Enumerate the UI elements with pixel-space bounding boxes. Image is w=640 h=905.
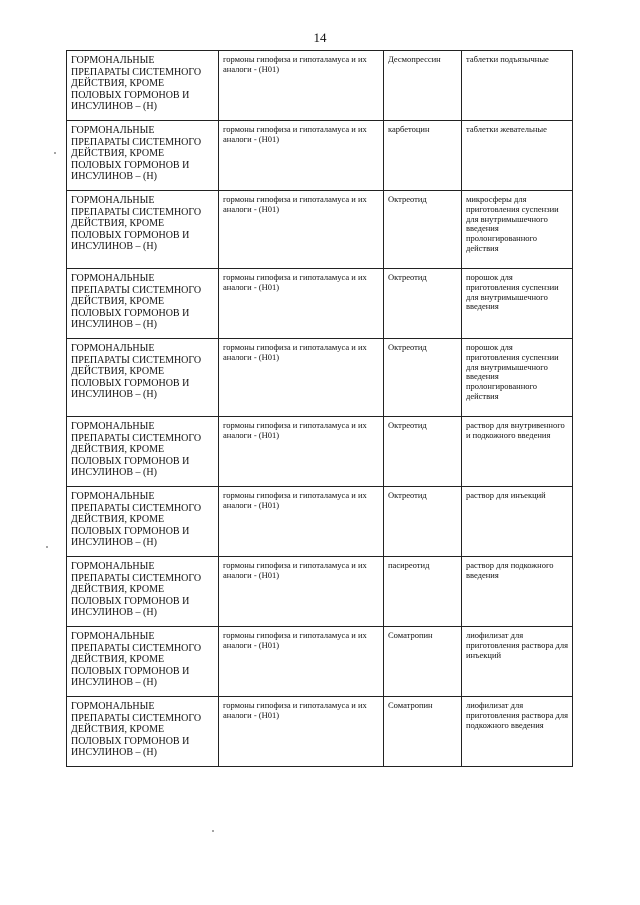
dosage-form-cell: порошок для приготовления суспензии для внутримышечного введения пролонгированного действия <box>462 339 573 417</box>
subgroup-cell: гормоны гипофиза и гипоталамуса и их аналоги - (H01) <box>219 417 384 487</box>
drug-table <box>66 50 573 767</box>
inn-cell: пасиреотид <box>384 557 462 627</box>
dosage-form-cell: лиофилизат для приготовления раствора для инъекций <box>462 627 573 697</box>
dosage-form-cell: таблетки жевательные <box>462 121 573 191</box>
dosage-form-cell: порошок для приготовления суспензии для внутримышечного введения <box>462 269 573 339</box>
inn-cell: Октреотид <box>384 487 462 557</box>
table-row <box>67 487 573 557</box>
subgroup-cell: гормоны гипофиза и гипоталамуса и их аналоги - (H01) <box>219 557 384 627</box>
table-row <box>67 121 573 191</box>
dosage-form-cell: микросферы для приготовления суспензии для внутримышечного введения пролонгированного действия <box>462 191 573 269</box>
dosage-form-cell: лиофилизат для приготовления раствора для подкожного введения <box>462 697 573 767</box>
table-row <box>67 417 573 487</box>
inn-cell: Октреотид <box>384 191 462 269</box>
scan-speck <box>46 546 48 548</box>
group-cell: ГОРМОНАЛЬНЫЕ ПРЕПАРАТЫ СИСТЕМНОГО ДЕЙСТВИЯ, КРОМЕ ПОЛОВЫХ ГОРМОНОВ И ИНСУЛИНОВ – (H) <box>67 697 219 767</box>
subgroup-cell: гормоны гипофиза и гипоталамуса и их аналоги - (H01) <box>219 487 384 557</box>
group-cell: ГОРМОНАЛЬНЫЕ ПРЕПАРАТЫ СИСТЕМНОГО ДЕЙСТВИЯ, КРОМЕ ПОЛОВЫХ ГОРМОНОВ И ИНСУЛИНОВ – (H) <box>67 627 219 697</box>
table-row <box>67 557 573 627</box>
group-cell: ГОРМОНАЛЬНЫЕ ПРЕПАРАТЫ СИСТЕМНОГО ДЕЙСТВИЯ, КРОМЕ ПОЛОВЫХ ГОРМОНОВ И ИНСУЛИНОВ – (H) <box>67 557 219 627</box>
subgroup-cell: гормоны гипофиза и гипоталамуса и их аналоги - (H01) <box>219 697 384 767</box>
subgroup-cell: гормоны гипофиза и гипоталамуса и их аналоги - (H01) <box>219 339 384 417</box>
inn-cell: Октреотид <box>384 269 462 339</box>
table-row <box>67 697 573 767</box>
inn-cell: карбетоцин <box>384 121 462 191</box>
dosage-form-cell: раствор для подкожного введения <box>462 557 573 627</box>
inn-cell: Октреотид <box>384 339 462 417</box>
group-cell: ГОРМОНАЛЬНЫЕ ПРЕПАРАТЫ СИСТЕМНОГО ДЕЙСТВИЯ, КРОМЕ ПОЛОВЫХ ГОРМОНОВ И ИНСУЛИНОВ – (H) <box>67 51 219 121</box>
table-row <box>67 191 573 269</box>
dosage-form-cell: раствор для внутривенного и подкожного введения <box>462 417 573 487</box>
group-cell: ГОРМОНАЛЬНЫЕ ПРЕПАРАТЫ СИСТЕМНОГО ДЕЙСТВИЯ, КРОМЕ ПОЛОВЫХ ГОРМОНОВ И ИНСУЛИНОВ – (H) <box>67 191 219 269</box>
dosage-form-cell: раствор для инъекций <box>462 487 573 557</box>
dosage-form-cell: таблетки подъязычные <box>462 51 573 121</box>
subgroup-cell: гормоны гипофиза и гипоталамуса и их аналоги - (H01) <box>219 121 384 191</box>
group-cell: ГОРМОНАЛЬНЫЕ ПРЕПАРАТЫ СИСТЕМНОГО ДЕЙСТВИЯ, КРОМЕ ПОЛОВЫХ ГОРМОНОВ И ИНСУЛИНОВ – (H) <box>67 121 219 191</box>
group-cell: ГОРМОНАЛЬНЫЕ ПРЕПАРАТЫ СИСТЕМНОГО ДЕЙСТВИЯ, КРОМЕ ПОЛОВЫХ ГОРМОНОВ И ИНСУЛИНОВ – (H) <box>67 417 219 487</box>
subgroup-cell: гормоны гипофиза и гипоталамуса и их аналоги - (H01) <box>219 269 384 339</box>
scan-speck <box>54 152 56 154</box>
table-row <box>67 269 573 339</box>
subgroup-cell: гормоны гипофиза и гипоталамуса и их аналоги - (H01) <box>219 191 384 269</box>
subgroup-cell: гормоны гипофиза и гипоталамуса и их аналоги - (H01) <box>219 51 384 121</box>
inn-cell: Октреотид <box>384 417 462 487</box>
drug-table-body <box>67 51 573 767</box>
inn-cell: Десмопрессин <box>384 51 462 121</box>
page-number: 14 <box>313 30 327 45</box>
group-cell: ГОРМОНАЛЬНЫЕ ПРЕПАРАТЫ СИСТЕМНОГО ДЕЙСТВИЯ, КРОМЕ ПОЛОВЫХ ГОРМОНОВ И ИНСУЛИНОВ – (H) <box>67 269 219 339</box>
group-cell: ГОРМОНАЛЬНЫЕ ПРЕПАРАТЫ СИСТЕМНОГО ДЕЙСТВИЯ, КРОМЕ ПОЛОВЫХ ГОРМОНОВ И ИНСУЛИНОВ – (H) <box>67 339 219 417</box>
table-row <box>67 51 573 121</box>
table-row <box>67 339 573 417</box>
group-cell: ГОРМОНАЛЬНЫЕ ПРЕПАРАТЫ СИСТЕМНОГО ДЕЙСТВИЯ, КРОМЕ ПОЛОВЫХ ГОРМОНОВ И ИНСУЛИНОВ – (H) <box>67 487 219 557</box>
subgroup-cell: гормоны гипофиза и гипоталамуса и их аналоги - (H01) <box>219 627 384 697</box>
table-row <box>67 627 573 697</box>
inn-cell: Соматропин <box>384 697 462 767</box>
scan-speck <box>212 830 214 832</box>
inn-cell: Соматропин <box>384 627 462 697</box>
